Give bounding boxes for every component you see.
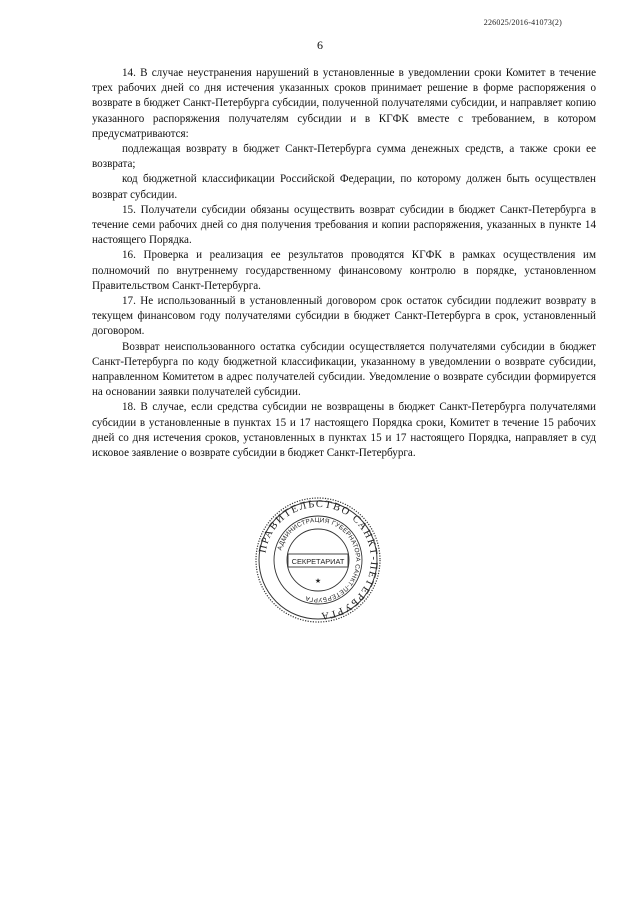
paragraph-15: 15. Получатели субсидии обязаны осуществить возврат субсидии в бюджет Санкт-Петербурга в течение семи рабочих дней со дня получения требования и копии распоряжения, указанных в пункте 14 настоящего Порядка. — [92, 203, 596, 247]
paragraph-14: 14. В случае неустранения нарушений в установленные в уведомлении сроки Комитет в течение трех рабочих дней со дня истечения указанных сроков принимает решение в форме распоряжения о возврате в бюджет Санкт-Петербурга субсидии, полученной получателями субсидии, и направляет копию указанного распоряжения получателям субсидии и в КГФК вместе с требованием, в котором предусматриваются: — [92, 67, 596, 140]
document-number: 226025/2016-41073(2) — [483, 18, 562, 27]
paragraph-14-item-code: код бюджетной классификации Российской Федерации, по которому должен быть осуществлен возврат субсидии. — [92, 173, 596, 201]
paragraph-14-item-amount: подлежащая возврату в бюджет Санкт-Петербурга сумма денежных средств, а также сроки ее возврата; — [92, 143, 596, 171]
document-body — [92, 66, 596, 461]
stamp-outer-text: ПРАВИТЕЛЬСТВО САНКТ-ПЕТЕРБУРГА — [257, 498, 380, 622]
stamp-inner-text: АДМИНИСТРАЦИЯ ГУБЕРНАТОРА САНКТ-ПЕТЕРБУРГА — [276, 516, 362, 604]
page-number: 6 — [317, 38, 323, 52]
paragraph-17-return: Возврат неиспользованного остатка субсидии осуществляется получателями субсидии в бюджет Санкт-Петербурга по коду бюджетной классификации, указанному в уведомлении о возврате субсидии, направленном Комитетом в адрес получателей субсидии. Уведомление о возврате субсидии формируется на основании заявки получателей субсидии. — [92, 340, 596, 399]
official-stamp — [254, 496, 382, 624]
paragraph-17: 17. Не использованный в установленный договором срок остаток субсидии подлежит возврату в текущем финансовом году получателями субсидии в бюджет Санкт-Петербурга в срок, установленный договором. — [92, 295, 596, 338]
paragraph-16: 16. Проверка и реализация ее результатов проводятся КГФК в рамках осуществления им полномочий по внутреннему государственному финансовому контролю в порядке, установленном Правительством Санкт-Петербурга. — [92, 249, 596, 292]
paragraph-18: 18. В случае, если средства субсидии не возвращены в бюджет Санкт-Петербурга получателями субсидии в установленные в пунктах 15 и 17 настоящего Порядка сроки, Комитет в течение 15 рабочих дней со дня истечения сроков, установленных в пунктах 15 и 17 настоящего Порядка, направляет в суд исковое заявление о возврате субсидии в бюджет Санкт-Петербурга. — [92, 401, 596, 460]
stamp-center-text: СЕКРЕТАРИАТ — [291, 557, 345, 566]
star-icon: ★ — [314, 577, 322, 585]
